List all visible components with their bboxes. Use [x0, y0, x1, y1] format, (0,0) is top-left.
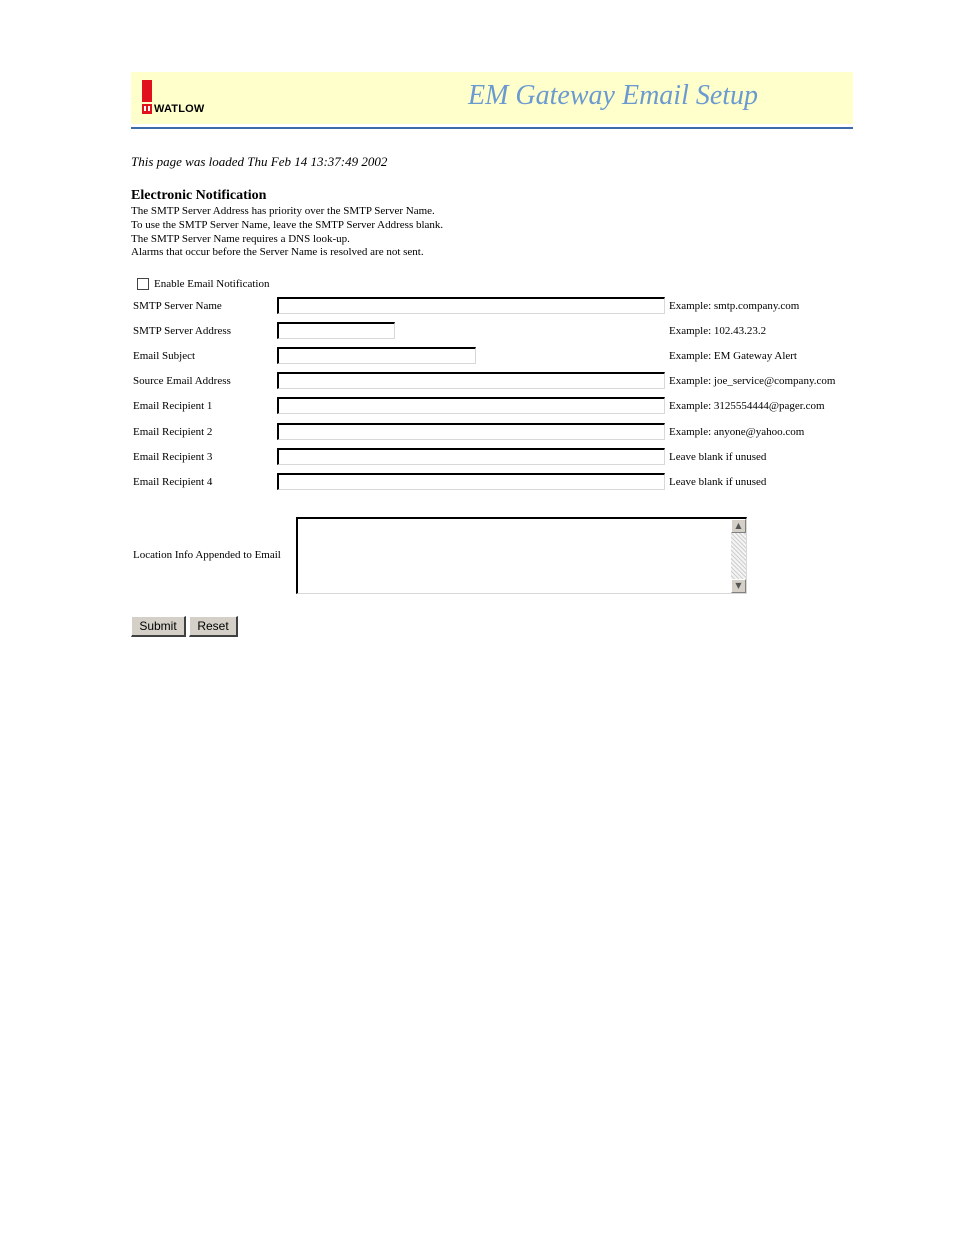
description-line: To use the SMTP Server Name, leave the SMTP Server Address blank.	[131, 219, 444, 231]
source-email-label: Source Email Address	[133, 375, 231, 387]
location-info-label: Location Info Appended to Email	[133, 549, 281, 561]
logo-bar-icon	[142, 80, 152, 102]
enable-email-row	[137, 278, 269, 290]
scroll-up-icon[interactable]: ▲	[731, 519, 746, 533]
smtp-server-address-hint: Example: 102.43.23.2	[669, 325, 767, 337]
header-divider	[131, 127, 853, 129]
email-recipient-3-label: Email Recipient 3	[133, 451, 213, 463]
enable-email-label: Enable Email Notification	[154, 278, 270, 290]
email-recipient-2-label: Email Recipient 2	[133, 426, 213, 438]
email-recipient-2-hint: Example: anyone@yahoo.com	[669, 426, 805, 438]
watlow-logo	[141, 80, 221, 116]
email-recipient-1-input[interactable]	[277, 397, 665, 414]
logo-w-icon	[142, 104, 152, 114]
email-recipient-3-hint: Leave blank if unused	[669, 451, 767, 463]
smtp-server-name-input[interactable]	[277, 297, 665, 314]
location-info-textarea[interactable]	[296, 517, 747, 594]
email-recipient-4-hint: Leave blank if unused	[669, 476, 767, 488]
email-recipient-3-input[interactable]	[277, 448, 665, 465]
email-recipient-4-input[interactable]	[277, 473, 665, 490]
page-loaded-timestamp: This page was loaded Thu Feb 14 13:37:49 2002	[131, 154, 388, 169]
email-subject-label: Email Subject	[133, 350, 196, 362]
email-recipient-1-label: Email Recipient 1	[133, 400, 213, 412]
source-email-hint: Example: joe_service@company.com	[669, 375, 836, 387]
email-subject-input[interactable]	[277, 347, 476, 364]
email-subject-hint: Example: EM Gateway Alert	[669, 350, 797, 362]
textarea-scrollbar[interactable]	[731, 519, 746, 593]
smtp-server-address-input[interactable]	[277, 322, 395, 339]
description-line: Alarms that occur before the Server Name is resolved are not sent.	[131, 246, 424, 258]
email-recipient-2-input[interactable]	[277, 423, 665, 440]
submit-button[interactable]: Submit	[131, 616, 186, 637]
description-line: The SMTP Server Address has priority over the SMTP Server Name.	[131, 205, 435, 217]
scroll-down-icon[interactable]: ▼	[731, 579, 746, 593]
source-email-input[interactable]	[277, 372, 665, 389]
reset-button[interactable]: Reset	[189, 616, 238, 637]
smtp-server-name-hint: Example: smtp.company.com	[669, 300, 800, 312]
description-line: The SMTP Server Name requires a DNS look-up.	[131, 233, 350, 245]
email-recipient-1-hint: Example: 3125554444@pager.com	[669, 400, 825, 412]
enable-email-checkbox[interactable]	[137, 278, 149, 290]
page-title: EM Gateway Email Setup	[468, 80, 759, 111]
logo-text: WATLOW	[154, 103, 205, 115]
smtp-server-name-label: SMTP Server Name	[133, 300, 222, 312]
email-recipient-4-label: Email Recipient 4	[133, 476, 213, 488]
section-title: Electronic Notification	[131, 188, 267, 203]
smtp-server-address-label: SMTP Server Address	[133, 325, 231, 337]
